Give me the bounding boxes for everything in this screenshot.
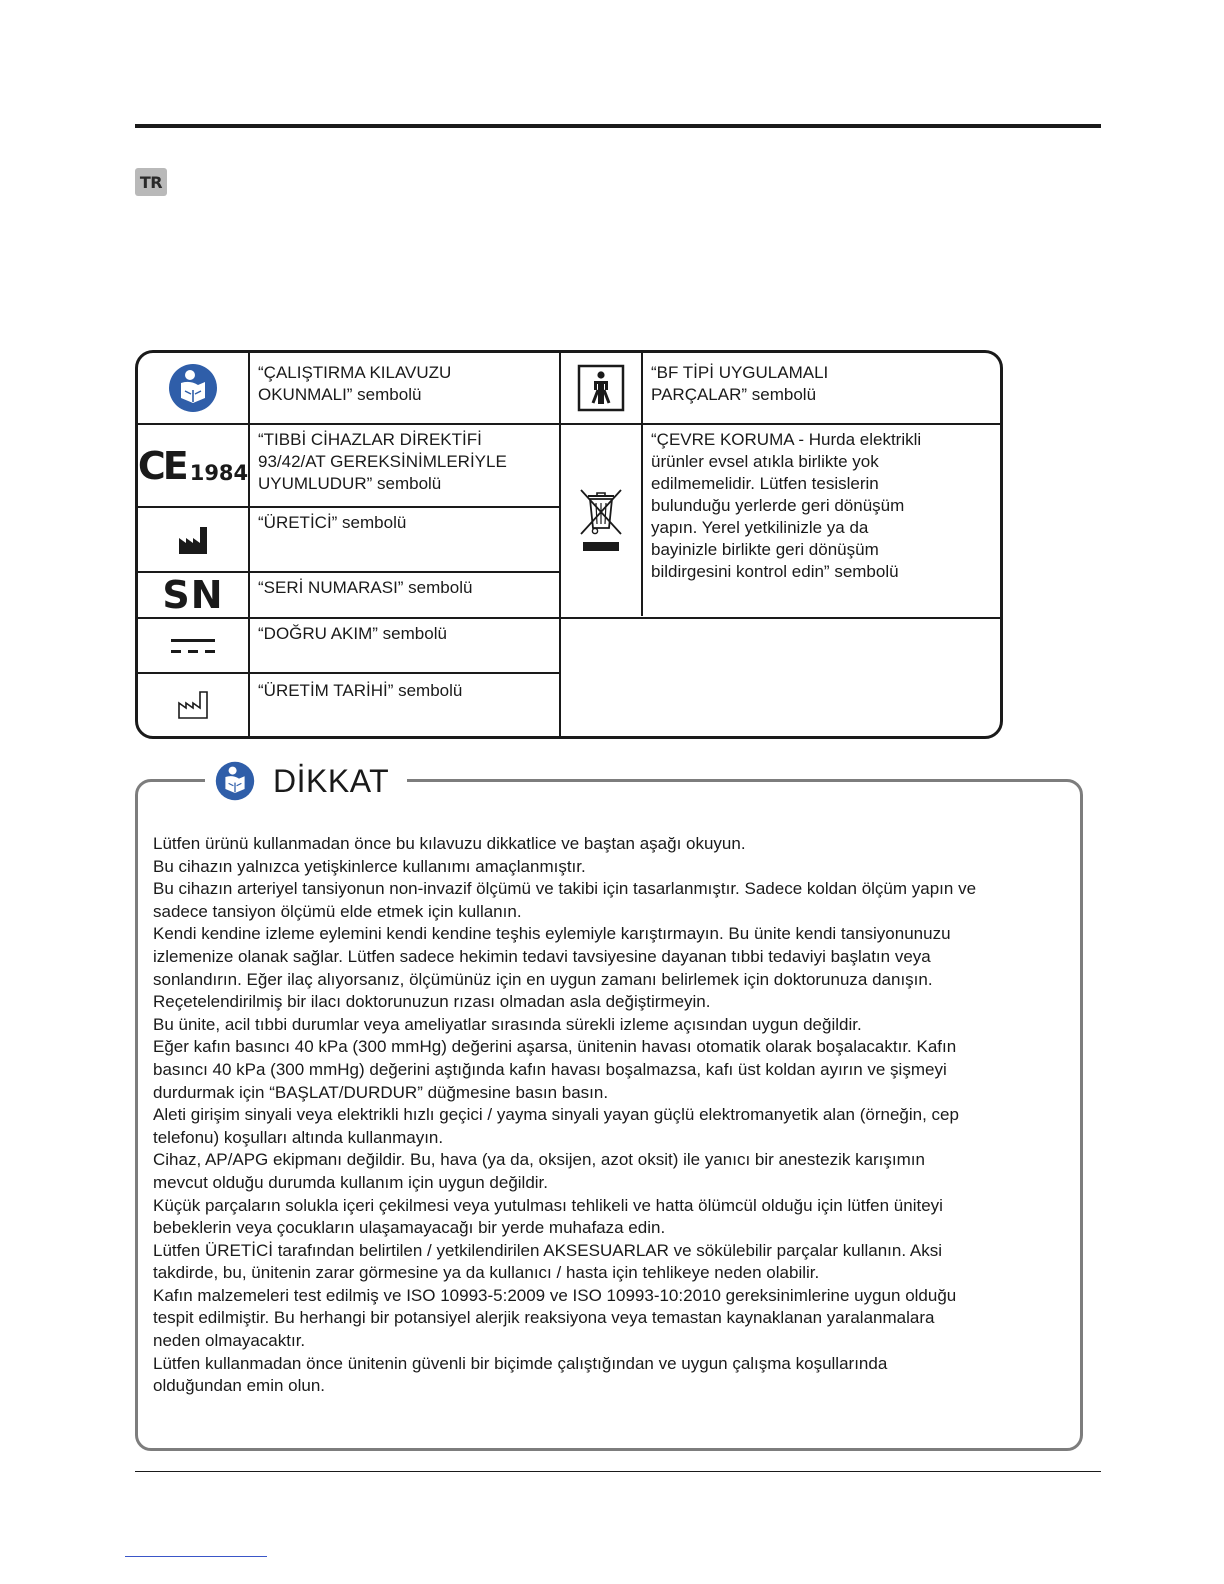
serial-symbol-text: “SERİ NUMARASI” sembolü: [258, 578, 473, 597]
ce-notified-body-number: 1984: [189, 460, 249, 485]
header-rule: [135, 124, 1101, 128]
date-of-manufacture-icon: [177, 690, 209, 720]
warning-line: takdirde, bu, ünitenin zarar görmesine ya da kullanıcı / hasta için tehlikeye neden olabilir.: [153, 1263, 820, 1283]
warning-list: [153, 833, 1071, 1398]
warning-line: izlemenize olanak sağlar. Lütfen sadece hekimin tedavi tavsiyesine dayanan tıbbi tedaviyi başlatın veya: [153, 946, 931, 966]
manufacture-date-symbol-text: “ÜRETİM TARİHİ” sembolü: [258, 681, 463, 700]
weee-symbol-text: “ÇEVRE KORUMA - Hurda elektrikli ürünler evsel atıkla birlikte yok edilmemelidir. Lütfen tesislerin bulunduğu yerlerde geri dönüşüm yapın. Yerel yetkilinizle ya da bayinizle birlikte geri dönüşüm bildirgesini kontrol edin” sembolü: [651, 430, 922, 581]
warning-line: Reçetelendirilmiş bir ilacı doktorunuzun rızası olmadan asla değiştirmeyin.: [153, 992, 711, 1012]
warning-line: Bu cihazın arteriyel tansiyonun non-invazif ölçümü ve takibi için tasarlanmıştır. Sadece koldan ölçüm yapın ve: [153, 879, 977, 899]
warning-line: bebeklerin veya çocukların ulaşamayacağı bir yerde muhafaza edin.: [153, 1218, 666, 1238]
warning-line: olduğundan emin olun.: [153, 1376, 326, 1396]
warning-line: telefonu) koşulları altında kullanmayın.: [153, 1127, 444, 1147]
warning-line: neden olmayacaktır.: [153, 1331, 306, 1351]
warning-line: Kafın malzemeleri test edilmiş ve ISO 10993-5:2009 ve ISO 10993-10:2010 gereksinimlerine uygun olduğu: [153, 1285, 957, 1305]
manufacturer-symbol-cell: [138, 508, 248, 571]
warning-line: Aleti girişim sinyali veya elektrikli hızlı geçici / yayma sinyali yayan güçlü elektromanyetik alan (örneğin, cep: [153, 1105, 959, 1125]
footer-link-underline: [125, 1556, 267, 1557]
manufacture-date-symbol-cell: [138, 674, 248, 736]
warning-line: mevcut olduğu durumda kullanım için uygun değildir.: [153, 1172, 549, 1192]
warning-line: sadece tansiyon ölçümü elde etmek için kullanın.: [153, 901, 522, 921]
warning-line: basıncı 40 kPa (300 mmHg) değerini aştığında kafın havası boşalmazsa, kafı üst koldan ayırın ve şişmeyi: [153, 1059, 947, 1079]
warning-line: Lütfen kullanmadan önce ünitenin güvenli bir biçimde çalıştığından ve uygun çalışma koşullarında: [153, 1353, 888, 1373]
warning-title: DİKKAT: [273, 762, 390, 799]
dc-symbol-text: “DOĞRU AKIM” sembolü: [258, 624, 447, 643]
warning-line: Lütfen ÜRETİCİ tarafından belirtilen / yetkilendirilen AKSESUARLAR ve sökülebilir parçalar kullanın. Aksi: [153, 1240, 942, 1260]
warning-line: tespit edilmiştir. Bu herhangi bir potansiyel alerjik reaksiyona veya temastan kaynaklanan yaralanmalara: [153, 1308, 935, 1328]
warning-line: Kendi kendine izleme eylemini kendi kendine teşhis eylemiyle karıştırmayın. Bu ünite kendi tansiyonunuzu: [153, 924, 951, 944]
weee-crossed-bin-icon: [578, 488, 624, 554]
warning-line: Küçük parçaların solukla içeri çekilmesi veya yutulması tehlikeli ve hatta ölümcül olduğu için lütfen üniteyi: [153, 1195, 943, 1215]
bf-symbol-cell: [561, 353, 641, 423]
warning-line: Lütfen ürünü kullanmadan önce bu kılavuzu dikkatlice ve baştan aşağı okuyun.: [153, 834, 746, 853]
warning-line: Eğer kafın basıncı 40 kPa (300 mmHg) değerini aşarsa, ünitenin havası otomatik olarak boşalacaktır. Kafın: [153, 1037, 957, 1057]
language-badge: TR: [135, 168, 167, 196]
warning-line: Bu ünite, acil tıbbi durumlar veya ameliyatlar sırasında sürekli izleme açısından uygun değildir.: [153, 1014, 862, 1034]
table-divider: [138, 617, 1000, 619]
manufacturer-factory-icon: [177, 525, 209, 555]
manufacturer-symbol-text: “ÜRETİCİ” sembolü: [258, 513, 407, 532]
read-manual-icon: [168, 363, 218, 413]
ce-symbol-text: “TIBBİ CİHAZLAR DİREKTİFİ 93/42/AT GEREKSİNİMLERİYLE UYUMLUDUR” sembolü: [258, 430, 507, 493]
table-divider: [248, 353, 250, 736]
direct-current-icon: [169, 634, 217, 658]
warning-line: Bu cihazın yalnızca yetişkinlerce kullanımı amaçlanmıştır.: [153, 856, 586, 876]
warning-line: Cihaz, AP/APG ekipmanı değildir. Bu, hava (ya da, oksijen, azot oksit) ile yanıcı bir anestezik karışımın: [153, 1150, 925, 1170]
footer-rule: [135, 1471, 1101, 1472]
bf-symbol-text: “BF TİPİ UYGULAMALI PARÇALAR” sembolü: [651, 363, 829, 404]
dc-symbol-cell: [138, 619, 248, 672]
warning-line: durdurmak için “BAŞLAT/DURDUR” düğmesine basın basın.: [153, 1082, 609, 1102]
weee-symbol-cell: [561, 425, 641, 617]
bf-applied-part-icon: [577, 364, 625, 412]
serial-number-icon: SN: [162, 573, 224, 617]
table-divider: [641, 353, 643, 616]
serial-symbol-cell: [138, 573, 248, 617]
warning-line: sonlandırın. Eğer ilaç alıyorsanız, ölçümünüz için en uygun zamanı belirlemek için doktorunuza danışın.: [153, 969, 933, 989]
warning-header: [205, 758, 407, 804]
manual-symbol-text: “ÇALIŞTIRMA KILAVUZU OKUNMALI” sembolü: [258, 363, 452, 404]
ce-mark-icon: CE 1984: [137, 443, 249, 488]
ce-symbol-cell: [138, 425, 248, 506]
read-manual-icon: [215, 761, 255, 801]
symbol-table: [135, 350, 1003, 739]
manual-symbol-cell: [138, 353, 248, 423]
